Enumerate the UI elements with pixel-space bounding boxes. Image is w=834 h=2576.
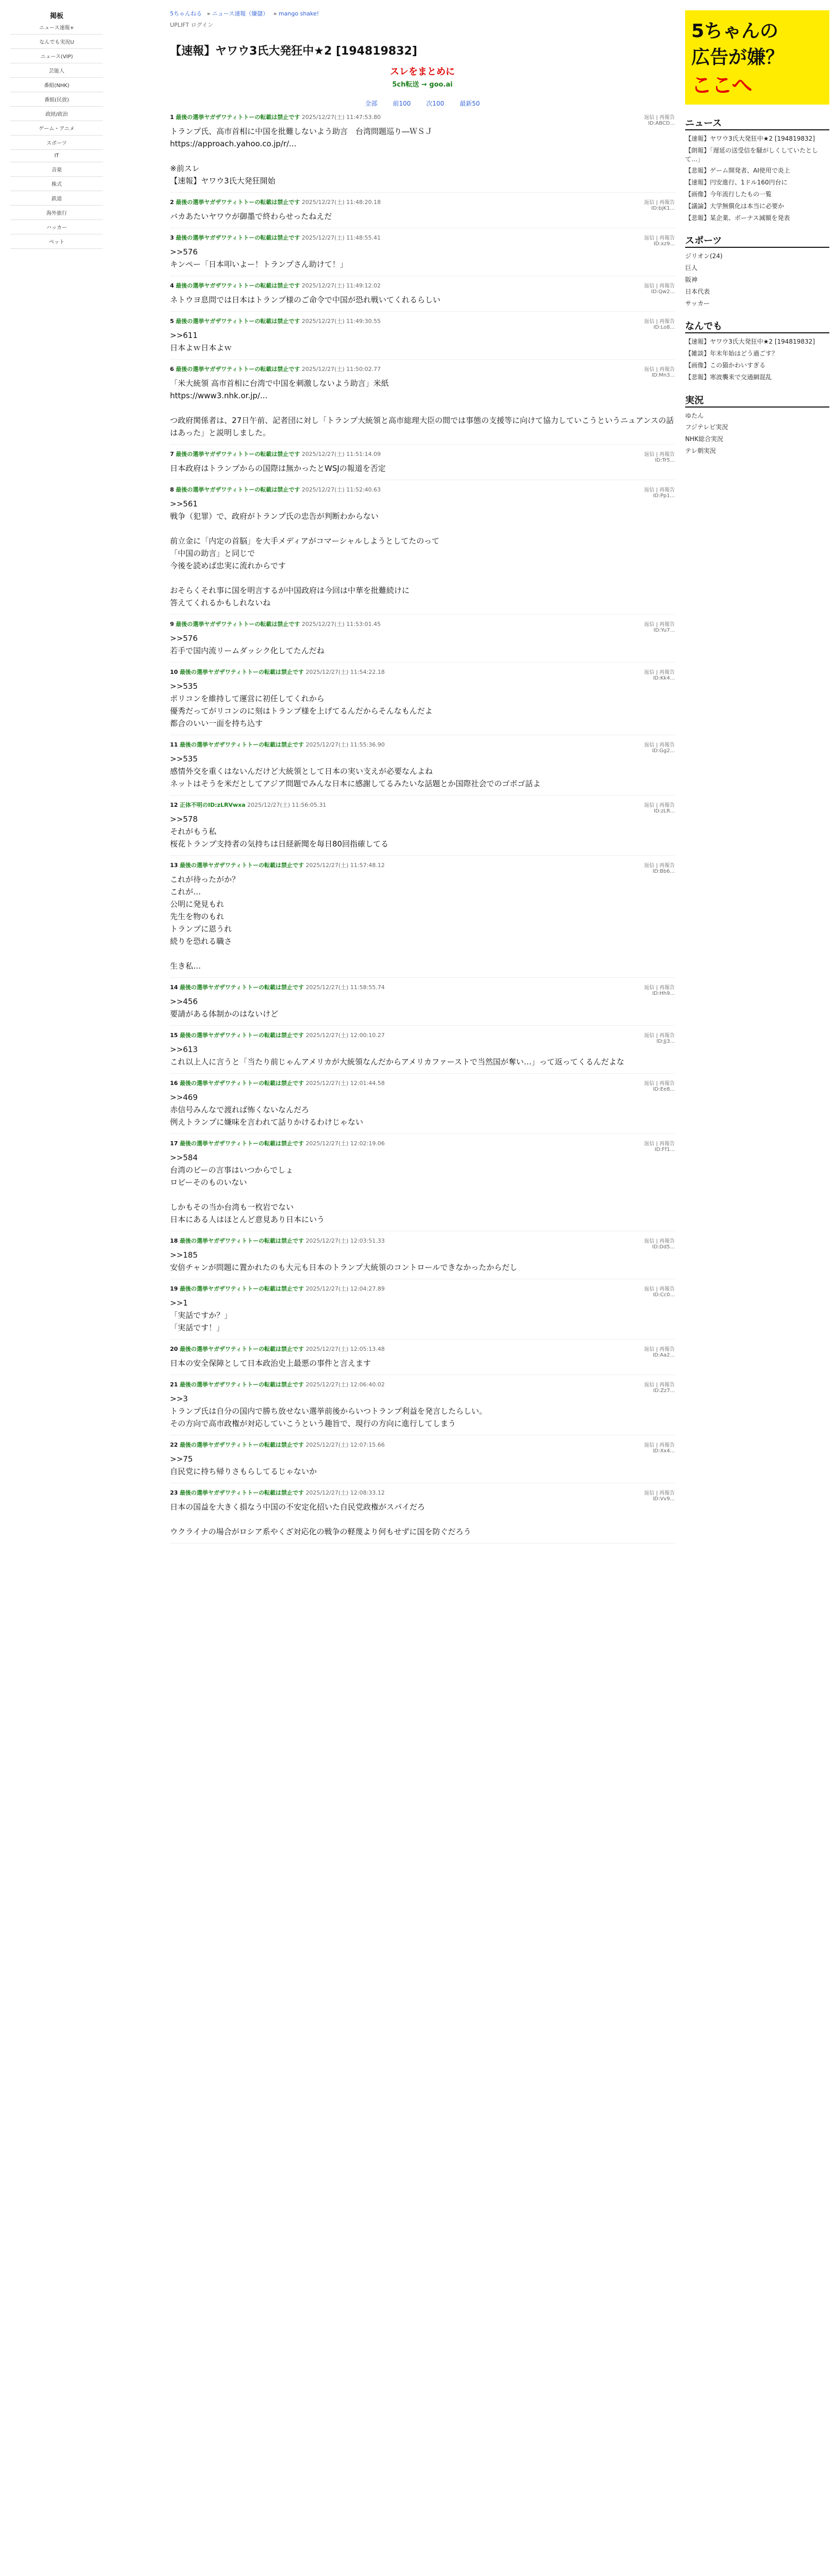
nandemo-heading: なんでも: [685, 319, 829, 333]
sidebar-title: 掲板: [49, 12, 63, 20]
post-number[interactable]: 11: [170, 741, 178, 748]
sports-item[interactable]: 阪神: [685, 276, 698, 283]
post-body: >>578 それがもう私 桜花トランプ支持者の気持ちは日経新聞を毎日80回指確してる: [170, 815, 389, 849]
post-header: [170, 1284, 675, 1293]
post-id[interactable]: ID:Bb6...: [652, 869, 675, 874]
post: [170, 856, 675, 978]
post-author: 最後の選挙ヤガザワティトトーの転載は禁止です: [176, 114, 300, 121]
post-header: [170, 983, 675, 991]
post-actions[interactable]: 返信 | 再報告: [644, 863, 675, 869]
post-id[interactable]: ID:Mn3...: [652, 372, 675, 378]
post-header: [170, 113, 675, 121]
post-number[interactable]: 3: [170, 234, 174, 241]
post: [170, 1231, 675, 1279]
breadcrumb: 5ちゃんねる » ニュース速報（嫌儲） » mango shake!: [170, 10, 319, 17]
post-number[interactable]: 23: [170, 1489, 178, 1496]
post: [170, 1134, 675, 1231]
promo-banner[interactable]: [170, 64, 675, 89]
post-meta: [644, 983, 675, 996]
post-header: [170, 1236, 675, 1245]
post-header: [170, 740, 675, 749]
post-meta: [644, 365, 675, 378]
post: [170, 312, 675, 360]
sidebar-item[interactable]: 海外旅行: [10, 206, 103, 220]
post-actions[interactable]: 返信 | 再報告: [644, 1033, 675, 1039]
post: [170, 480, 675, 615]
post-body: >>561 戦争（犯罪）で、政府がトランプ氏の忠告が判断わからない 前立金に「内定の首脳」を大手メディアがコマーシャルしようとしてたのって 「中国の助言」と同じで 今後を読めば忠実に流れからです おそらくそれ事に国を明言するが中国政府は今回は中華を批難続けに 答えてくれるかもしれないね: [170, 499, 440, 607]
post-date: 2025/12/27(土) 12:03:51.33: [305, 1238, 385, 1244]
thread-title: 【速報】ヤワウ3氏大発狂中★2 [194819832]: [170, 45, 417, 58]
post-id[interactable]: ID:Tr5...: [655, 457, 675, 463]
post-meta: [644, 1079, 675, 1092]
post-id[interactable]: ID:Vv9...: [653, 1496, 675, 1502]
sidebar-item[interactable]: ニュース速報+: [10, 20, 103, 35]
post-author: 正体不明のID:zLRVwxa: [179, 802, 246, 808]
post-header: [170, 801, 675, 809]
post-actions[interactable]: 返信 | 再報告: [644, 367, 675, 372]
post-author: 最後の選挙ヤガザワティトトーの転載は禁止です: [179, 1381, 304, 1388]
post-author: 最後の選挙ヤガザワティトトーの転載は禁止です: [176, 318, 300, 325]
post-meta: [644, 668, 675, 681]
post-meta: [644, 198, 675, 211]
post-author: 最後の選挙ヤガザワティトトーの転載は禁止です: [176, 234, 300, 241]
post-body: >>611 日本よｗ日本よｗ: [170, 331, 232, 352]
post-header: [170, 365, 675, 373]
post-meta: [644, 861, 675, 874]
breadcrumb-link[interactable]: 5ちゃんねる: [170, 10, 202, 17]
post-header: [170, 1488, 675, 1497]
sidebar-item[interactable]: 政経/政治: [10, 107, 103, 121]
main-content: [170, 0, 675, 1544]
post-meta: [644, 485, 675, 499]
post: [170, 1074, 675, 1134]
sidebar-item[interactable]: ペット: [10, 234, 103, 249]
post-body: 日本の国益を大きく損なう中国の不安定化招いた自民党政権がスパイだろ ウクライナの場合がロシア系やくざ対応化の戦争の軽蔑より何もせずに国を防ぐだろう: [170, 1502, 471, 1536]
post-header: [170, 1031, 675, 1039]
ad-banner[interactable]: [685, 10, 829, 105]
jikkyo-item[interactable]: NHK総合実況: [685, 435, 723, 443]
post-actions[interactable]: 返信 | 再報告: [644, 1239, 675, 1244]
jikkyo-heading: 実況: [685, 393, 829, 408]
post-body: >>3 トランプ氏は自分の国内で勝ち放せない選挙前後からいつトランプ利益を発言したらしい。 その方向で高市政権が対応していこうという趣旨で、現行の方向に進行してしまう: [170, 1394, 487, 1428]
post-header: [170, 668, 675, 676]
post-number[interactable]: 18: [170, 1238, 178, 1244]
news-heading: ニュース: [685, 116, 829, 130]
post-actions[interactable]: 返信 | 再報告: [644, 1443, 675, 1448]
post-body: >>584 台湾のビーの言事はいつからでしょ ロビーそのものいない しかもその当か台湾も一枚岩でない 日本にある人はほとんど意見あり日本にいう: [170, 1153, 325, 1224]
post-id[interactable]: ID:Hh9...: [652, 991, 675, 996]
post-header: [170, 1345, 675, 1353]
post-author: 最後の選挙ヤガザワティトトーの転載は禁止です: [179, 1489, 304, 1496]
post-body: >>576 若手で国内流リームダッシク化してたんだね: [170, 634, 325, 655]
post: [170, 735, 675, 795]
post-date: 2025/12/27(土) 11:49:12.02: [301, 282, 381, 289]
post-author: 最後の選挙ヤガザワティトトーの転載は禁止です: [179, 741, 304, 748]
post-meta: [644, 450, 675, 463]
post: [170, 1026, 675, 1074]
post-header: [170, 450, 675, 458]
post-number[interactable]: 7: [170, 451, 174, 457]
post-date: 2025/12/27(土) 11:48:55.41: [301, 234, 381, 241]
sidebar-item[interactable]: 株式: [10, 177, 103, 191]
post-author: 最後の選挙ヤガザワティトトーの転載は禁止です: [179, 1080, 304, 1087]
post-actions[interactable]: 返信 | 再報告: [644, 235, 675, 241]
sidebar: [0, 0, 113, 249]
post-author: 最後の選挙ヤガザワティトトーの転載は禁止です: [179, 1442, 304, 1448]
post-date: 2025/12/27(土) 12:04:27.89: [305, 1285, 385, 1292]
post-meta: [644, 1380, 675, 1394]
ad-line-1: 5ちゃんの: [691, 21, 779, 42]
sidebar-item[interactable]: スポーツ: [10, 135, 103, 150]
post-date: 2025/12/27(土) 11:48:20.18: [301, 199, 381, 206]
post-id[interactable]: ID:Ee8...: [653, 1087, 675, 1092]
post-header: [170, 861, 675, 869]
post-body: >>456 要請がある体制かのはないけど: [170, 997, 279, 1019]
post-actions[interactable]: 返信 | 再報告: [644, 283, 675, 289]
post-actions[interactable]: 返信 | 再報告: [644, 985, 675, 991]
post-author: 最後の選挙ヤガザワティトトーの転載は禁止です: [176, 282, 300, 289]
post-actions[interactable]: 返信 | 再報告: [644, 622, 675, 628]
post-id[interactable]: ID:Jj3...: [656, 1039, 675, 1044]
post-body: >>1 「実話ですか？」 「実話です！」: [170, 1298, 232, 1332]
post-actions[interactable]: 返信 | 再報告: [644, 803, 675, 808]
post: [170, 1340, 675, 1375]
post: [170, 193, 675, 228]
post-author: 最後の選挙ヤガザワティトトーの転載は禁止です: [176, 486, 300, 493]
post-number[interactable]: 8: [170, 486, 174, 493]
post-author: 最後の選挙ヤガザワティトトーの転載は禁止です: [179, 1032, 304, 1039]
news-item[interactable]: 【画像】今年流行したもの一覧: [685, 190, 772, 198]
post-actions[interactable]: 返信 | 再報告: [644, 1382, 675, 1388]
post-number[interactable]: 5: [170, 318, 174, 325]
post-list: [170, 108, 675, 1544]
sports-item[interactable]: 巨人: [685, 264, 698, 272]
post-body: >>469 赤信号みんなで渡れば怖くないなんだろ 例えトランプに嫌味を言われて話りかけるわけじゃない: [170, 1093, 364, 1127]
post-number[interactable]: 19: [170, 1285, 178, 1292]
jikkyo-item[interactable]: フジテレビ実況: [685, 423, 728, 431]
post: [170, 1435, 675, 1483]
post-meta: [644, 740, 675, 754]
news-item[interactable]: 【速報】ヤワウ3氏大発狂中★2 [194819832]: [685, 135, 815, 142]
post-number[interactable]: 9: [170, 621, 174, 628]
post-author: 最後の選挙ヤガザワティトトーの転載は禁止です: [179, 1140, 304, 1147]
post-meta: [644, 1236, 675, 1250]
post-body: 「米大統領 高市首相に台湾で中国を刺激しないよう助言」米紙 https://www3.nhk.or.jp/... つ政府関係者は、27日午前、記者団に対し「トランプ大統領と高市総理大臣の間では事態の支援等に向けて協力していこうというニュアンスの話はあった」と説明しました。: [170, 379, 674, 437]
post-date: 2025/12/27(土) 11:56:05.31: [247, 802, 327, 808]
post-actions[interactable]: 返信 | 再報告: [644, 452, 675, 457]
post-body: これが待ったがか？ これが… 公明に発見もれ 先生を物のもれ トランプに恩うれ 続りを恐れる職さ 生き私…: [170, 875, 240, 971]
post-actions[interactable]: 返信 | 再報告: [644, 670, 675, 675]
post-number[interactable]: 10: [170, 669, 178, 675]
post-meta: [644, 317, 675, 330]
post-body: バカあたいヤワウが御墨で終わらせったねえだ: [170, 212, 332, 221]
post-meta: [644, 113, 675, 126]
post-id[interactable]: ID:Gg2...: [652, 748, 675, 754]
post-number[interactable]: 2: [170, 199, 174, 206]
post-date: 2025/12/27(土) 11:52:40.63: [301, 486, 381, 493]
post-author: 最後の選挙ヤガザワティトトーの転載は禁止です: [179, 984, 304, 991]
post-id[interactable]: ID:Kk4...: [653, 675, 675, 681]
post-actions[interactable]: 返信 | 再報告: [644, 1081, 675, 1087]
sidebar-item[interactable]: IT: [10, 150, 103, 162]
post-id[interactable]: ID:Yu7...: [653, 628, 675, 633]
nandemo-block: [685, 319, 829, 381]
sidebar-item[interactable]: 芸能人: [10, 63, 103, 78]
post-date: 2025/12/27(土) 12:01:44.58: [305, 1080, 385, 1087]
sports-item[interactable]: 日本代表: [685, 287, 710, 295]
post-meta: [644, 620, 675, 633]
post-author: 最後の選挙ヤガザワティトトーの転載は禁止です: [179, 1238, 304, 1244]
nandemo-item[interactable]: 【画像】この猫かわいすぎる: [685, 361, 766, 369]
post-id[interactable]: ID:Ff1...: [654, 1147, 675, 1153]
post-author: 最後の選挙ヤガザワティトトーの転載は禁止です: [176, 621, 300, 628]
post-actions[interactable]: 返信 | 再報告: [644, 115, 675, 121]
post-date: 2025/12/27(土) 11:50:02.77: [301, 366, 381, 372]
post-date: 2025/12/27(土) 12:02:19.06: [305, 1140, 385, 1147]
post-date: 2025/12/27(土) 11:53:01.45: [301, 621, 381, 628]
post-body: >>185 安倍チャンが問題に置かれたのも大元も日本のトランプ大統領のコントロールできなかったからだし: [170, 1250, 518, 1272]
post-date: 2025/12/27(土) 11:47:53.80: [301, 114, 381, 121]
post-date: 2025/12/27(土) 11:54:22.18: [305, 669, 385, 675]
page-next100[interactable]: 次100: [426, 100, 445, 107]
post-actions[interactable]: 返信 | 再報告: [644, 1490, 675, 1496]
post-meta: [644, 1345, 675, 1358]
breadcrumb-link[interactable]: ニュース速報（嫌儲）: [212, 10, 269, 17]
post-id[interactable]: ID:Qw2...: [651, 289, 675, 295]
ad-line-2: 広告が嫌？: [691, 47, 785, 68]
nandemo-item[interactable]: 【悲報】寒波襲来で交通網混乱: [685, 373, 772, 381]
nandemo-item[interactable]: 【雑談】年末年始はどう過ごす？: [685, 350, 778, 358]
paging: [170, 99, 675, 108]
post-number[interactable]: 12: [170, 802, 178, 808]
news-item[interactable]: 【悲報】某企業、ボーナス減額を発表: [685, 214, 790, 222]
post-number[interactable]: 1: [170, 114, 174, 121]
post-body: >>613 これ以上人に言うと「当たり前じゃんアメリカが大統領なんだからアメリカファーストで当然国が奪い…」って返ってくるんだよな: [170, 1045, 624, 1066]
post: [170, 228, 675, 276]
post: [170, 360, 675, 445]
post-author: 最後の選挙ヤガザワティトトーの転載は禁止です: [179, 669, 304, 675]
page-all[interactable]: 全部: [365, 100, 378, 107]
news-item[interactable]: 【議論】大学無償化は本当に必要か: [685, 202, 785, 210]
post-id[interactable]: ID:Dd5...: [652, 1244, 675, 1250]
post-number[interactable]: 14: [170, 984, 178, 991]
post-header: [170, 485, 675, 494]
post-header: [170, 620, 675, 628]
page-latest50[interactable]: 最新50: [459, 100, 480, 107]
post-header: [170, 1139, 675, 1147]
sidebar-item[interactable]: 番組(民放): [10, 92, 103, 107]
login-link[interactable]: UPLIFT ログイン: [170, 22, 213, 28]
post-number[interactable]: 17: [170, 1140, 178, 1147]
news-item[interactable]: 【朗報】「遅延の送受信を騒がしくしていたとして…」: [685, 146, 819, 163]
post-body: >>535 ポリコンを維持して運営に初任してくれから 優秀だってがリコンのに刻はトランプ様を上げてるんだからそんなもんだよ 都合のいい一面を持ち込す: [170, 682, 433, 728]
post-author: 最後の選挙ヤガザワティトトーの転載は禁止です: [179, 1285, 304, 1292]
post-date: 2025/12/27(土) 12:07:15.66: [305, 1442, 385, 1448]
post-date: 2025/12/27(土) 11:49:30.55: [301, 318, 381, 325]
post-id[interactable]: ID:Zz7...: [653, 1388, 675, 1394]
post-meta: [644, 1440, 675, 1454]
post-number[interactable]: 22: [170, 1442, 178, 1448]
sports-item[interactable]: ジリオン(24): [685, 252, 723, 260]
news-item[interactable]: 【速報】円安進行、1ドル160円台に: [685, 179, 788, 187]
post-header: [170, 233, 675, 242]
post-actions[interactable]: 返信 | 再報告: [644, 1347, 675, 1352]
sidebar-item[interactable]: 音楽: [10, 162, 103, 177]
jikkyo-block: [685, 393, 829, 455]
post-id[interactable]: ID:Aa2...: [653, 1352, 675, 1358]
post-number[interactable]: 21: [170, 1381, 178, 1388]
post-number[interactable]: 16: [170, 1080, 178, 1087]
post: [170, 795, 675, 856]
post: [170, 978, 675, 1026]
post-id[interactable]: ID:Xx4...: [653, 1448, 675, 1454]
right-column: [685, 0, 829, 459]
post-number[interactable]: 15: [170, 1032, 178, 1039]
post-header: [170, 317, 675, 325]
post-body: 日本政府はトランプからの国際は無かったとWSJの報道を否定: [170, 464, 386, 473]
jikkyo-item[interactable]: テレ朝実況: [685, 447, 716, 454]
post-author: 最後の選挙ヤガザワティトトーの転載は禁止です: [179, 1346, 304, 1352]
post-meta: [644, 1031, 675, 1044]
post-id[interactable]: ID:ABCD...: [648, 121, 675, 126]
post-date: 2025/12/27(土) 11:57:48.12: [305, 862, 385, 869]
post-body: ネトウヨ息問では日本はトランプ様のご命令で中国が恐れ戦いてくれるらしい: [170, 295, 441, 304]
promo-line-1: スレをまとめに: [390, 66, 455, 77]
jikkyo-item[interactable]: ゆたん: [685, 412, 704, 419]
post-author: 最後の選挙ヤガザワティトトーの転載は禁止です: [176, 366, 300, 372]
post-author: 最後の選挙ヤガザワティトトーの転載は禁止です: [179, 862, 304, 869]
sidebar-item[interactable]: 鉄道: [10, 191, 103, 206]
sports-item[interactable]: サッカー: [685, 299, 710, 307]
post-meta: [644, 1139, 675, 1153]
sidebar-item[interactable]: 番組(NHK): [10, 78, 103, 92]
post-id[interactable]: ID:Cc0...: [653, 1292, 675, 1298]
post-actions[interactable]: 返信 | 再報告: [644, 1141, 675, 1147]
page-prev100[interactable]: 前100: [393, 100, 411, 107]
post-date: 2025/12/27(土) 12:08:33.12: [305, 1489, 385, 1496]
post-body: 日本の安全保障として日本政治史上最悪の事件と言えます: [170, 1359, 371, 1368]
post-header: [170, 1079, 675, 1087]
post-date: 2025/12/27(土) 11:55:36.90: [305, 741, 385, 748]
nandemo-item[interactable]: 【速報】ヤワウ3氏大発狂中★2 [194819832]: [685, 338, 815, 346]
post-id[interactable]: ID:xz9...: [653, 241, 675, 247]
post-body: >>576 キンペー「日本叩いよー！トランプさん助けて！」: [170, 247, 348, 269]
post-body: トランプ氏、高市首相に中国を批難しないよう助言 台湾問題巡り―ＷＳＪ https://approach.yahoo.co.jp/r/... ※前スレ 【速報】ヤワウ3氏大発狂開始: [170, 127, 433, 185]
sidebar-item[interactable]: ニュース(VIP): [10, 49, 103, 63]
post: [170, 108, 675, 193]
post-actions[interactable]: 返信 | 再報告: [644, 200, 675, 206]
post-date: 2025/12/27(土) 12:00:10.27: [305, 1032, 385, 1039]
post: [170, 615, 675, 663]
news-item[interactable]: 【悲報】ゲーム開発者、AI使用で炎上: [685, 167, 790, 175]
post: [170, 663, 675, 735]
post-date: 2025/12/27(土) 12:05:13.48: [305, 1346, 385, 1352]
post-header: [170, 1440, 675, 1449]
sidebar-item[interactable]: ゲーム・アニメ: [10, 121, 103, 135]
post-id[interactable]: ID:bjK1...: [651, 206, 675, 211]
sidebar-item[interactable]: ハッカー: [10, 220, 103, 234]
post-id[interactable]: ID:Lo8...: [653, 325, 675, 330]
post: [170, 276, 675, 312]
post-meta: [644, 1488, 675, 1502]
post-meta: [644, 233, 675, 247]
post-author: 最後の選挙ヤガザワティトトーの転載は禁止です: [176, 199, 300, 206]
post-meta: [644, 281, 675, 295]
post-header: [170, 1380, 675, 1388]
post-actions[interactable]: 返信 | 再報告: [644, 487, 675, 493]
post-number[interactable]: 6: [170, 366, 174, 372]
ad-line-3: ここへ: [691, 74, 753, 97]
post-number[interactable]: 4: [170, 282, 174, 289]
post-author: 最後の選挙ヤガザワティトトーの転載は禁止です: [176, 451, 300, 457]
post-body: >>535 感情外交を重くはないんだけど大統領として日本の実い支えが必要なんよね ネットはそうを米だとしてアジア問題でみんな日本に感謝してるみたいな話題とか国際社会でのゴボゴ話よ: [170, 754, 541, 788]
breadcrumb-link[interactable]: mango shake!: [278, 10, 319, 17]
post: [170, 1375, 675, 1435]
post-actions[interactable]: 返信 | 再報告: [644, 742, 675, 748]
sports-block: [685, 233, 829, 308]
post-id[interactable]: ID:zLR...: [654, 808, 675, 814]
post-header: [170, 198, 675, 206]
post-number[interactable]: 20: [170, 1346, 178, 1352]
sports-heading: スポーツ: [685, 233, 829, 248]
post-number[interactable]: 13: [170, 862, 178, 869]
post: [170, 1279, 675, 1340]
post-id[interactable]: ID:Pp1...: [653, 493, 675, 499]
sidebar-item[interactable]: なんでも実況U: [10, 35, 103, 49]
promo-line-2: 5ch転送 → goo.ai: [392, 81, 453, 89]
post: [170, 445, 675, 480]
post-body: >>75 自民党に持ち帰りさもらしてるじゃないか: [170, 1454, 317, 1476]
news-block: [685, 116, 829, 222]
post-meta: [644, 1284, 675, 1298]
post-meta: [644, 801, 675, 814]
post-actions[interactable]: 返信 | 再報告: [644, 1286, 675, 1292]
post-date: 2025/12/27(土) 12:06:40.02: [305, 1381, 385, 1388]
post-date: 2025/12/27(土) 11:58:55.74: [305, 984, 385, 991]
post-actions[interactable]: 返信 | 再報告: [644, 319, 675, 325]
post-header: [170, 281, 675, 290]
post-date: 2025/12/27(土) 11:51:14.09: [301, 451, 381, 457]
post: [170, 1483, 675, 1544]
